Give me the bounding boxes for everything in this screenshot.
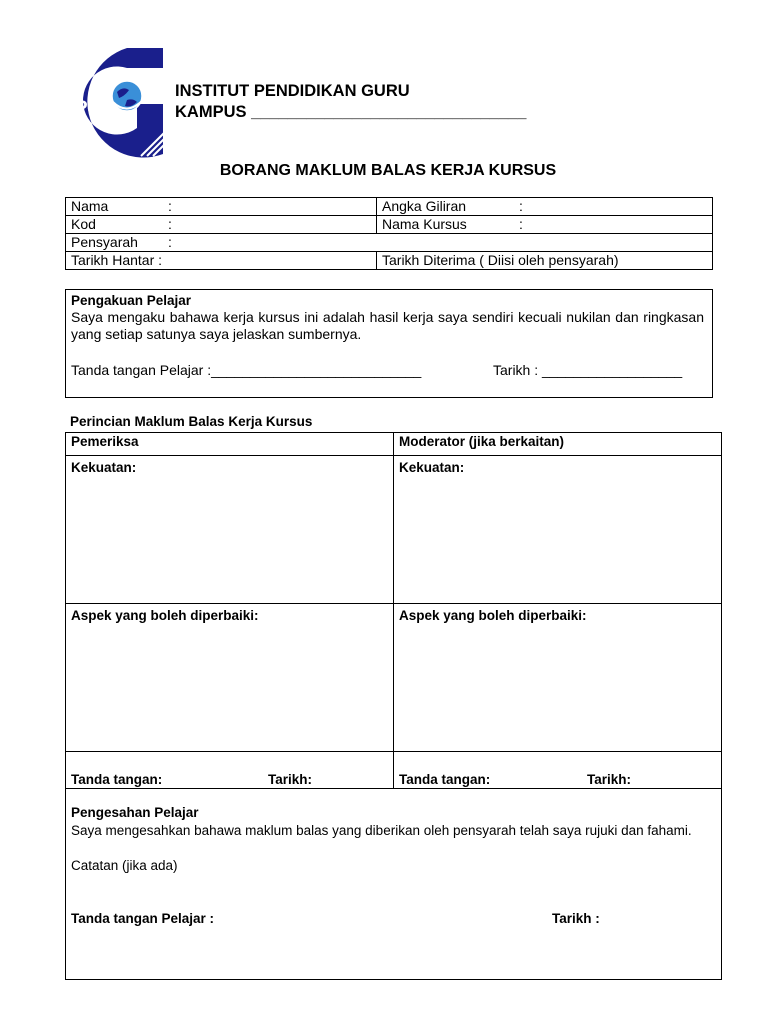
colon: : bbox=[168, 198, 172, 214]
tarikh-diterima-cell[interactable] bbox=[377, 252, 713, 270]
kekuatan-label: Kekuatan: bbox=[399, 460, 465, 475]
nama-label: Nama bbox=[71, 198, 109, 214]
pengesahan-text: Saya mengesahkan bahawa maklum balas yang diberikan oleh pensyarah telah saya rujuki dan fahami. bbox=[71, 823, 692, 838]
moderator-kekuatan-cell[interactable] bbox=[394, 456, 722, 604]
kod-cell[interactable] bbox=[66, 216, 377, 234]
colon: : bbox=[519, 216, 523, 232]
angka-giliran-cell[interactable] bbox=[377, 198, 713, 216]
pengakuan-signature-line[interactable]: Tanda tangan Pelajar :___________________________ bbox=[71, 362, 422, 378]
tarikh-label: Tarikh: bbox=[587, 772, 632, 787]
pengakuan-title: Pengakuan Pelajar bbox=[71, 293, 192, 308]
pemeriksa-aspek-cell[interactable] bbox=[66, 604, 394, 752]
tarikh-hantar-label: Tarikh Hantar bbox=[71, 252, 155, 268]
campus-line: KAMPUS ______________________________ bbox=[175, 103, 527, 121]
kekuatan-label: Kekuatan: bbox=[71, 460, 137, 475]
pemeriksa-kekuatan-cell[interactable] bbox=[66, 456, 394, 604]
nama-cell[interactable] bbox=[66, 198, 377, 216]
pengesahan-date-label: Tarikh : bbox=[552, 911, 600, 926]
nama-kursus-cell[interactable] bbox=[377, 216, 713, 234]
feedback-table bbox=[65, 432, 722, 980]
aspek-label: Aspek yang boleh diperbaiki: bbox=[399, 608, 587, 623]
tanda-tangan-label: Tanda tangan: bbox=[71, 772, 163, 787]
pengesahan-pelajar-box bbox=[66, 789, 722, 980]
pengesahan-title: Pengesahan Pelajar bbox=[71, 805, 199, 820]
colon: : bbox=[519, 198, 523, 214]
tarikh-diterima-label: Tarikh Diterima ( Diisi oleh pensyarah) bbox=[382, 252, 619, 268]
pengakuan-pelajar-box bbox=[65, 289, 713, 398]
logo-text: IPG bbox=[69, 98, 102, 119]
catatan-label[interactable]: Catatan (jika ada) bbox=[71, 858, 178, 873]
perincian-title: Perincian Maklum Balas Kerja Kursus bbox=[70, 414, 313, 429]
tanda-tangan-label: Tanda tangan: bbox=[399, 772, 491, 787]
moderator-signature-cell[interactable] bbox=[394, 752, 722, 789]
pengakuan-date-line[interactable]: Tarikh : __________________ bbox=[493, 362, 683, 378]
colon: : bbox=[158, 252, 163, 268]
pemeriksa-header: Pemeriksa bbox=[66, 433, 394, 456]
pensyarah-cell[interactable] bbox=[66, 234, 713, 252]
student-info-table bbox=[65, 197, 713, 270]
moderator-aspek-cell[interactable] bbox=[394, 604, 722, 752]
tarikh-hantar-cell[interactable] bbox=[66, 252, 377, 270]
pengesahan-signature-label: Tanda tangan Pelajar : bbox=[71, 911, 215, 926]
pengesahan-signature-row[interactable] bbox=[71, 911, 716, 926]
form-title: BORANG MAKLUM BALAS KERJA KURSUS bbox=[219, 162, 557, 179]
colon: : bbox=[168, 216, 172, 232]
pengakuan-text: Saya mengaku bahawa kerja kursus ini adalah hasil kerja saya sendiri kecuali nukilan dan ringkasan yang setiap satunya saya jelaskan sumbernya. bbox=[71, 309, 704, 342]
colon: : bbox=[168, 234, 172, 250]
ipg-logo bbox=[67, 44, 165, 158]
nama-kursus-label: Nama Kursus bbox=[382, 216, 467, 232]
pensyarah-label: Pensyarah bbox=[71, 234, 138, 250]
institution-header bbox=[175, 81, 526, 123]
institution-name: INSTITUT PENDIDIKAN GURU bbox=[175, 82, 410, 100]
angka-giliran-label: Angka Giliran bbox=[382, 198, 467, 214]
moderator-header: Moderator (jika berkaitan) bbox=[394, 433, 722, 456]
pemeriksa-signature-cell[interactable] bbox=[66, 752, 394, 789]
tarikh-label: Tarikh: bbox=[268, 772, 313, 787]
aspek-label: Aspek yang boleh diperbaiki: bbox=[71, 608, 259, 623]
kod-label: Kod bbox=[71, 216, 96, 232]
